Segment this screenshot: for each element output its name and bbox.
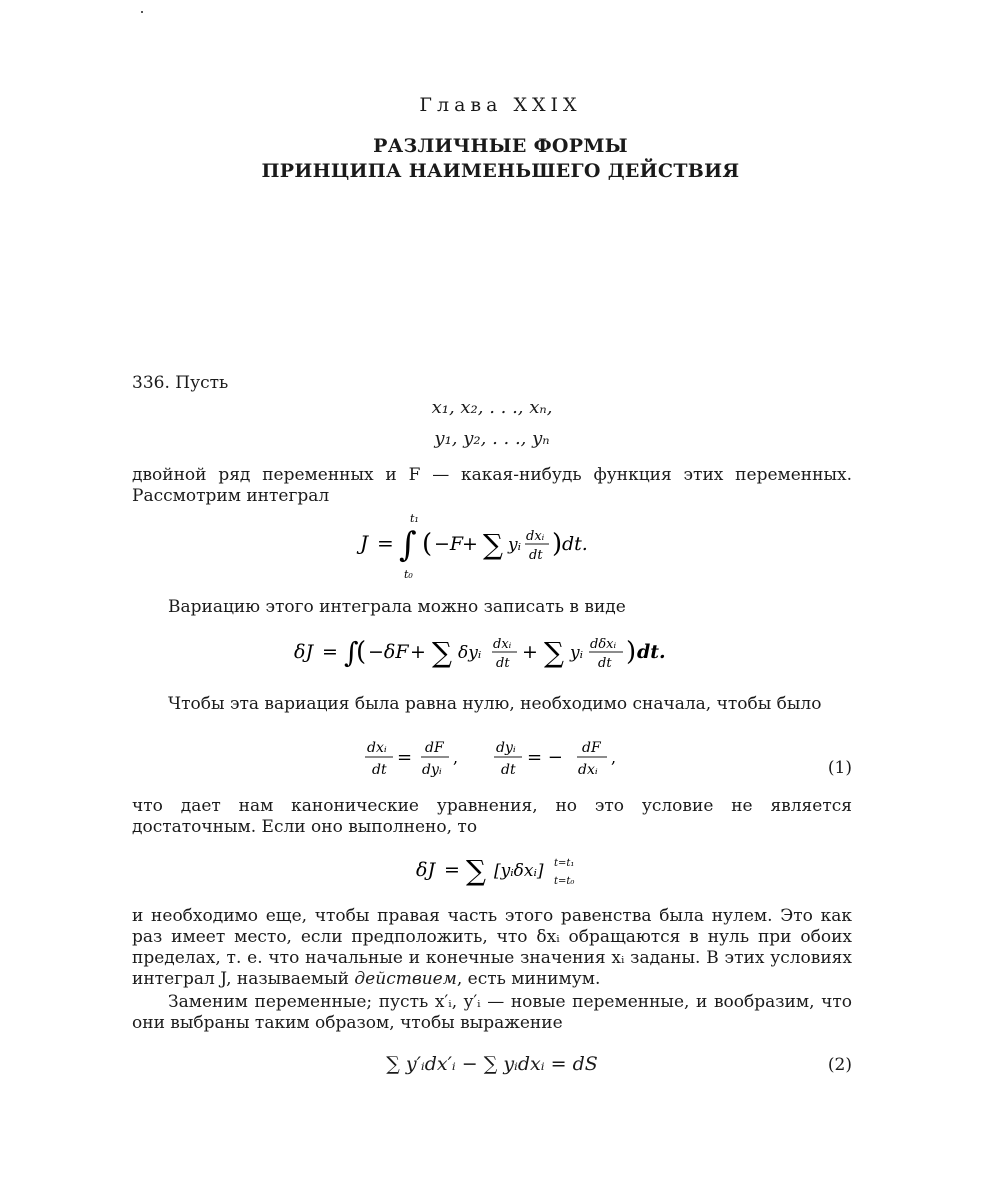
section-intro xyxy=(132,373,852,394)
svg-text:δyᵢ: δyᵢ xyxy=(458,643,482,663)
variables-y-row: y₁, y₂, . . ., yₙ xyxy=(434,428,550,449)
svg-text:+: + xyxy=(462,533,478,555)
chapter-heading: Глава XXIX xyxy=(419,94,582,116)
svg-text:∑: ∑ xyxy=(466,854,486,887)
paragraph-action xyxy=(132,906,852,990)
svg-text:yᵢ: yᵢ xyxy=(508,535,522,555)
equation-2: ∑ y′ᵢdx′ᵢ − ∑ yᵢdxᵢ = dS xyxy=(386,1053,598,1075)
svg-text:=: = xyxy=(444,859,460,881)
svg-text:J: J xyxy=(360,531,369,555)
section-number: 336. xyxy=(132,373,170,393)
paragraph-action-text: и необходимо еще, чтобы правая часть этого равенства была нулем. Это как раз имеет место, если предположить, что δxᵢ обращаются в нуль при обоих пределах, т. е. что начальные и конечные значения xᵢ заданы. В этих условиях интеграл J, называемый xyxy=(132,906,852,989)
boundary-term-formula xyxy=(412,850,612,894)
svg-text:=: = xyxy=(397,747,413,768)
svg-text:,: , xyxy=(453,748,459,767)
svg-text:[yᵢδxᵢ]: [yᵢδxᵢ] xyxy=(494,861,544,881)
svg-text:∫: ∫ xyxy=(399,525,417,565)
svg-text:∫: ∫ xyxy=(344,636,359,669)
canonical-equations xyxy=(365,736,655,788)
paragraph-canonical: что дает нам канонические уравнения, но это условие не является достаточным. Если оно выполнено, то xyxy=(132,796,852,837)
svg-text:dyᵢ: dyᵢ xyxy=(422,762,442,778)
svg-text:dt.: dt. xyxy=(562,533,588,555)
svg-text:t=t₀: t=t₀ xyxy=(554,876,575,887)
svg-text:dt: dt xyxy=(501,762,516,778)
svg-text:dt.: dt. xyxy=(637,641,666,663)
svg-text:dt: dt xyxy=(372,762,387,778)
svg-text:dyᵢ: dyᵢ xyxy=(496,740,516,756)
svg-text:t₀: t₀ xyxy=(404,568,413,581)
svg-text:∑: ∑ xyxy=(432,636,452,669)
svg-text:): ) xyxy=(626,637,637,667)
variables-x-row: x₁, x₂, . . ., xₙ, xyxy=(431,397,553,418)
svg-text:=: = xyxy=(322,641,338,663)
chapter-title-line-2: ПРИНЦИПА НАИМЕНЬШЕГО ДЕЙСТВИЯ xyxy=(261,160,740,182)
svg-text:dt: dt xyxy=(529,548,543,563)
paragraph-action-end: , есть минимум. xyxy=(456,969,601,989)
svg-text:(: ( xyxy=(422,529,433,559)
svg-text:−δF: −δF xyxy=(368,641,409,663)
svg-text:+: + xyxy=(522,641,538,663)
action-term: действием xyxy=(354,969,457,989)
svg-text:dxᵢ: dxᵢ xyxy=(367,740,387,756)
svg-text:δJ: δJ xyxy=(416,859,436,881)
svg-text:dt: dt xyxy=(496,656,510,671)
paragraph-zero-condition: Чтобы эта вариация была равна нулю, необходимо сначала, чтобы было xyxy=(168,694,822,714)
chapter-title-line-1: РАЗЛИЧНЫЕ ФОРМЫ xyxy=(373,135,628,157)
variation-formula xyxy=(290,628,710,678)
svg-text:dF: dF xyxy=(582,740,601,756)
equation-1-label: (1) xyxy=(827,758,852,778)
svg-text:dF: dF xyxy=(425,740,444,756)
svg-text:dδxᵢ: dδxᵢ xyxy=(590,637,617,652)
svg-text:−F: −F xyxy=(434,533,464,555)
svg-text:dt: dt xyxy=(598,656,612,671)
svg-text:∑: ∑ xyxy=(544,636,564,669)
svg-text:= −: = − xyxy=(527,747,563,768)
svg-text:t=t₁: t=t₁ xyxy=(554,858,575,869)
svg-text:dxᵢ: dxᵢ xyxy=(526,529,545,544)
svg-text:=: = xyxy=(377,531,394,555)
svg-text:δJ: δJ xyxy=(294,641,314,663)
svg-text:yᵢ: yᵢ xyxy=(570,643,584,663)
paragraph-variation: Вариацию этого интеграла можно записать в виде xyxy=(168,597,626,617)
svg-text:∑: ∑ xyxy=(483,528,503,561)
paragraph-change-variables: Заменим переменные; пусть x′ᵢ, y′ᵢ — новые переменные, и вообразим, что они выбраны таким образом, чтобы выражение xyxy=(132,992,852,1033)
svg-text:dxᵢ: dxᵢ xyxy=(493,637,512,652)
page-speck xyxy=(141,11,143,13)
svg-text:dxᵢ: dxᵢ xyxy=(578,762,598,778)
svg-text:): ) xyxy=(552,529,563,559)
integral-J-formula xyxy=(350,508,650,582)
equation-2-label: (2) xyxy=(827,1055,852,1075)
svg-text:+: + xyxy=(410,641,426,663)
svg-text:t₁: t₁ xyxy=(410,512,419,525)
svg-text:(: ( xyxy=(356,637,367,667)
svg-text:,: , xyxy=(611,748,617,767)
paragraph-variables: двойной ряд переменных и F — какая-нибудь функция этих переменных. Рассмотрим интеграл xyxy=(132,465,852,506)
section-lead: Пусть xyxy=(175,373,229,393)
